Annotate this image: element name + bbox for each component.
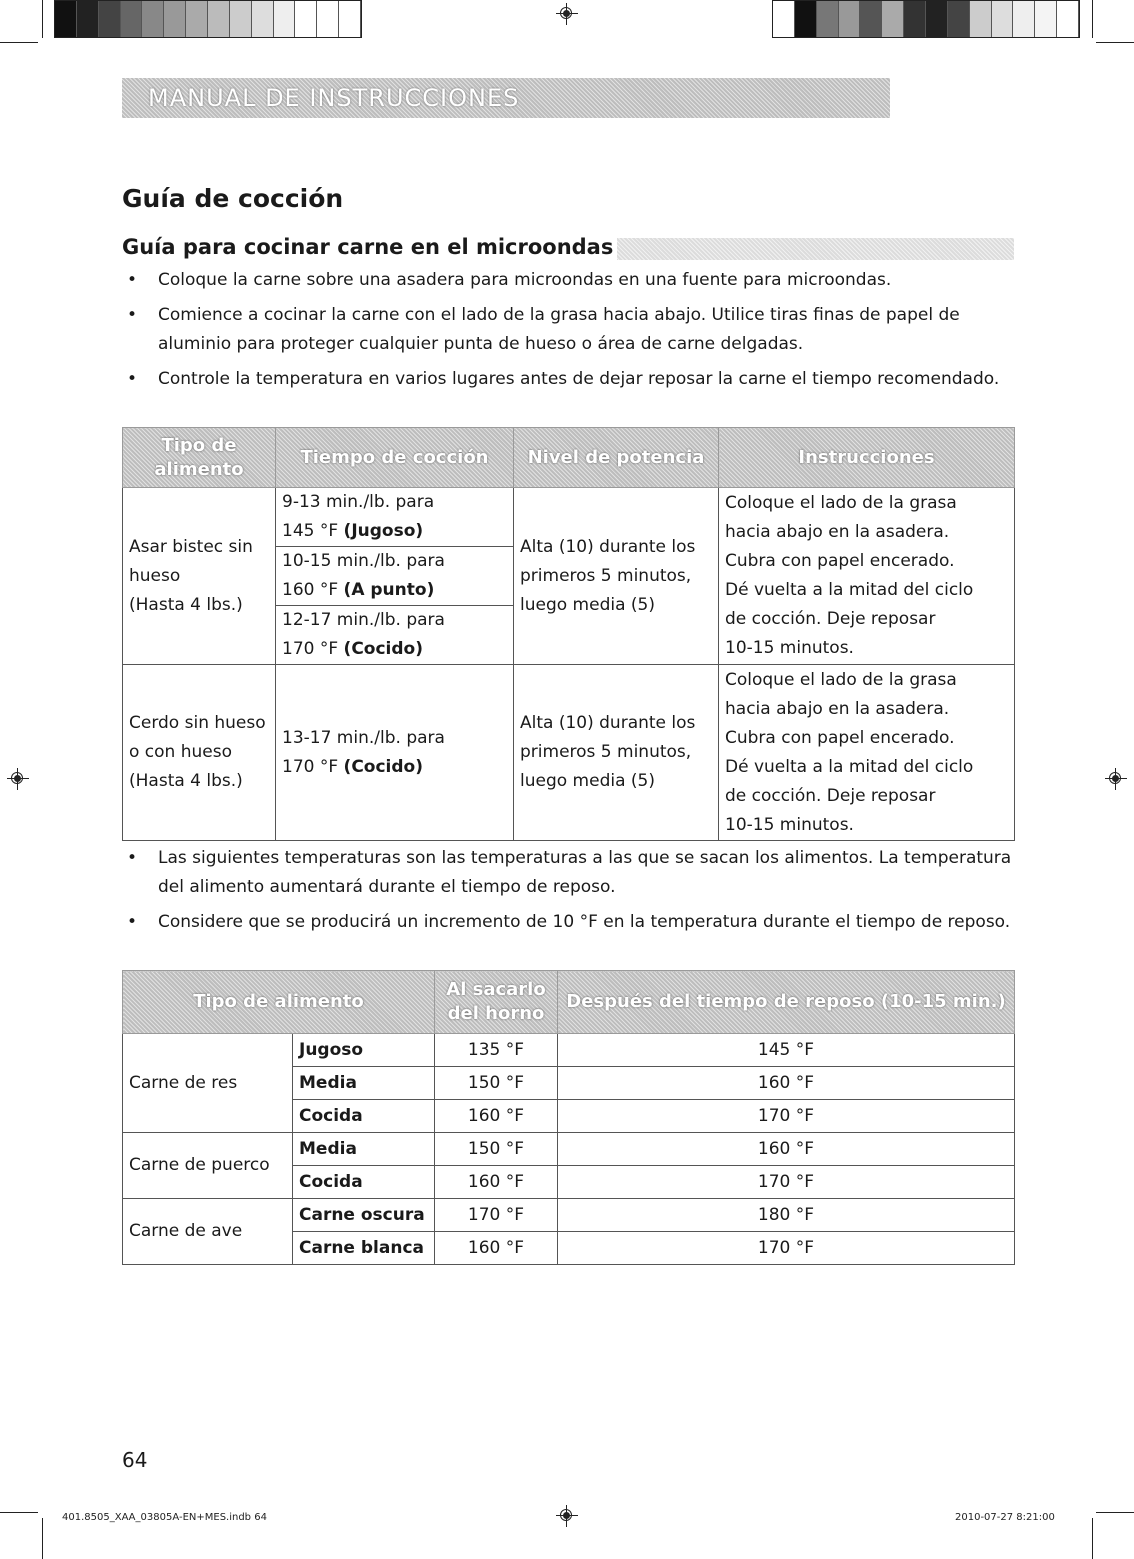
registration-mark-icon: [7, 768, 29, 790]
time-cell: 9-13 min./lb. para 145 °F (Jugoso): [276, 488, 514, 547]
removed-temp-cell: 150 °F: [435, 1067, 558, 1100]
removed-temp-cell: 170 °F: [435, 1199, 558, 1232]
power-cell: Alta (10) durante los primeros 5 minutos, luego media (5): [514, 488, 719, 665]
crop-mark: [1092, 1518, 1093, 1559]
color-bar-left: [54, 0, 362, 38]
temperature-table: [122, 970, 1015, 1265]
header-removed: Al sacarlo del horno: [435, 971, 558, 1034]
bullet-item: • Coloque la carne sobre una asadera para microondas en una fuente para microondas.: [122, 266, 1014, 295]
after-rest-temp-cell: 180 °F: [558, 1199, 1015, 1232]
doneness-cell: Jugoso: [293, 1034, 435, 1067]
doneness-cell: Media: [293, 1067, 435, 1100]
header-power-level: Nivel de potencia: [514, 428, 719, 488]
bullet-item: • Controle la temperatura en varios lugares antes de dejar reposar la carne el tiempo recomendado.: [122, 365, 1014, 394]
after-rest-temp-cell: 160 °F: [558, 1067, 1015, 1100]
crop-mark: [42, 1518, 43, 1559]
temperature-bullets: [122, 844, 1014, 943]
food-cell: Carne de res: [123, 1034, 293, 1133]
power-cell: Alta (10) durante los primeros 5 minutos, luego media (5): [514, 665, 719, 841]
crop-mark: [1092, 0, 1093, 38]
bullet-item: • Las siguientes temperaturas son las temperaturas a las que se sacan los alimentos. La temperatura del alimento aumentará durante el tiempo de reposo.: [122, 844, 1014, 902]
doneness-cell: Cocida: [293, 1100, 435, 1133]
footer-file: 401.8505_XAA_03805A-EN+MES.indb 64: [62, 1512, 267, 1523]
bullet-item: • Considere que se producirá un incremento de 10 °F en la temperatura durante el tiempo de reposo.: [122, 908, 1014, 937]
instructions-cell: Coloque el lado de la grasa hacia abajo en la asadera. Cubra con papel encerado. Dé vuelta a la mitad del ciclo de cocción. Deje reposar 10-15 minutos.: [719, 488, 1015, 665]
crop-mark: [0, 1512, 38, 1513]
removed-temp-cell: 150 °F: [435, 1133, 558, 1166]
food-cell: Cerdo sin hueso o con hueso (Hasta 4 lbs.): [123, 665, 276, 841]
crop-mark: [42, 0, 43, 38]
registration-mark-icon: [556, 1505, 578, 1527]
color-bar-right: [772, 0, 1080, 38]
doneness-cell: Carne oscura: [293, 1199, 435, 1232]
page-title: Guía de cocción: [122, 184, 344, 213]
registration-mark-icon: [1105, 768, 1127, 790]
food-cell: Asar bistec sin hueso (Hasta 4 lbs.): [123, 488, 276, 665]
after-rest-temp-cell: 170 °F: [558, 1232, 1015, 1265]
crop-mark: [1096, 1512, 1134, 1513]
header-food-type: Tipo de alimento: [123, 428, 276, 488]
header-instructions: Instrucciones: [719, 428, 1015, 488]
food-cell: Carne de puerco: [123, 1133, 293, 1199]
doneness-cell: Media: [293, 1133, 435, 1166]
after-rest-temp-cell: 170 °F: [558, 1166, 1015, 1199]
doneness-cell: Cocida: [293, 1166, 435, 1199]
intro-bullets: [122, 266, 1014, 400]
crop-mark: [0, 42, 38, 43]
removed-temp-cell: 160 °F: [435, 1166, 558, 1199]
header-after-rest: Después del tiempo de reposo (10-15 min.): [558, 971, 1015, 1034]
section-subtitle: Guía para cocinar carne en el microondas: [122, 232, 617, 262]
after-rest-temp-cell: 145 °F: [558, 1034, 1015, 1067]
bullet-item: • Comience a cocinar la carne con el lado de la grasa hacia abajo. Utilice tiras finas de papel de aluminio para proteger cualquier punta de hueso o área de carne delgadas.: [122, 301, 1014, 359]
header-food-type: Tipo de alimento: [123, 971, 435, 1034]
time-cell: 10-15 min./lb. para 160 °F (A punto): [276, 547, 514, 606]
time-cell: 12-17 min./lb. para 170 °F (Cocido): [276, 606, 514, 665]
after-rest-temp-cell: 170 °F: [558, 1100, 1015, 1133]
removed-temp-cell: 135 °F: [435, 1034, 558, 1067]
after-rest-temp-cell: 160 °F: [558, 1133, 1015, 1166]
removed-temp-cell: 160 °F: [435, 1232, 558, 1265]
registration-mark-icon: [556, 3, 578, 25]
footer-date: 2010-07-27 8:21:00: [955, 1512, 1055, 1523]
time-cell: 13-17 min./lb. para 170 °F (Cocido): [276, 665, 514, 841]
cooking-table: [122, 427, 1015, 841]
page-number: 64: [122, 1448, 148, 1472]
crop-mark: [1096, 42, 1134, 43]
manual-banner: MANUAL DE INSTRUCCIONES: [122, 78, 890, 118]
removed-temp-cell: 160 °F: [435, 1100, 558, 1133]
header-cook-time: Tiempo de cocción: [276, 428, 514, 488]
instructions-cell: Coloque el lado de la grasa hacia abajo en la asadera. Cubra con papel encerado. Dé vuelta a la mitad del ciclo de cocción. Deje reposar 10-15 minutos.: [719, 665, 1015, 841]
doneness-cell: Carne blanca: [293, 1232, 435, 1265]
food-cell: Carne de ave: [123, 1199, 293, 1265]
